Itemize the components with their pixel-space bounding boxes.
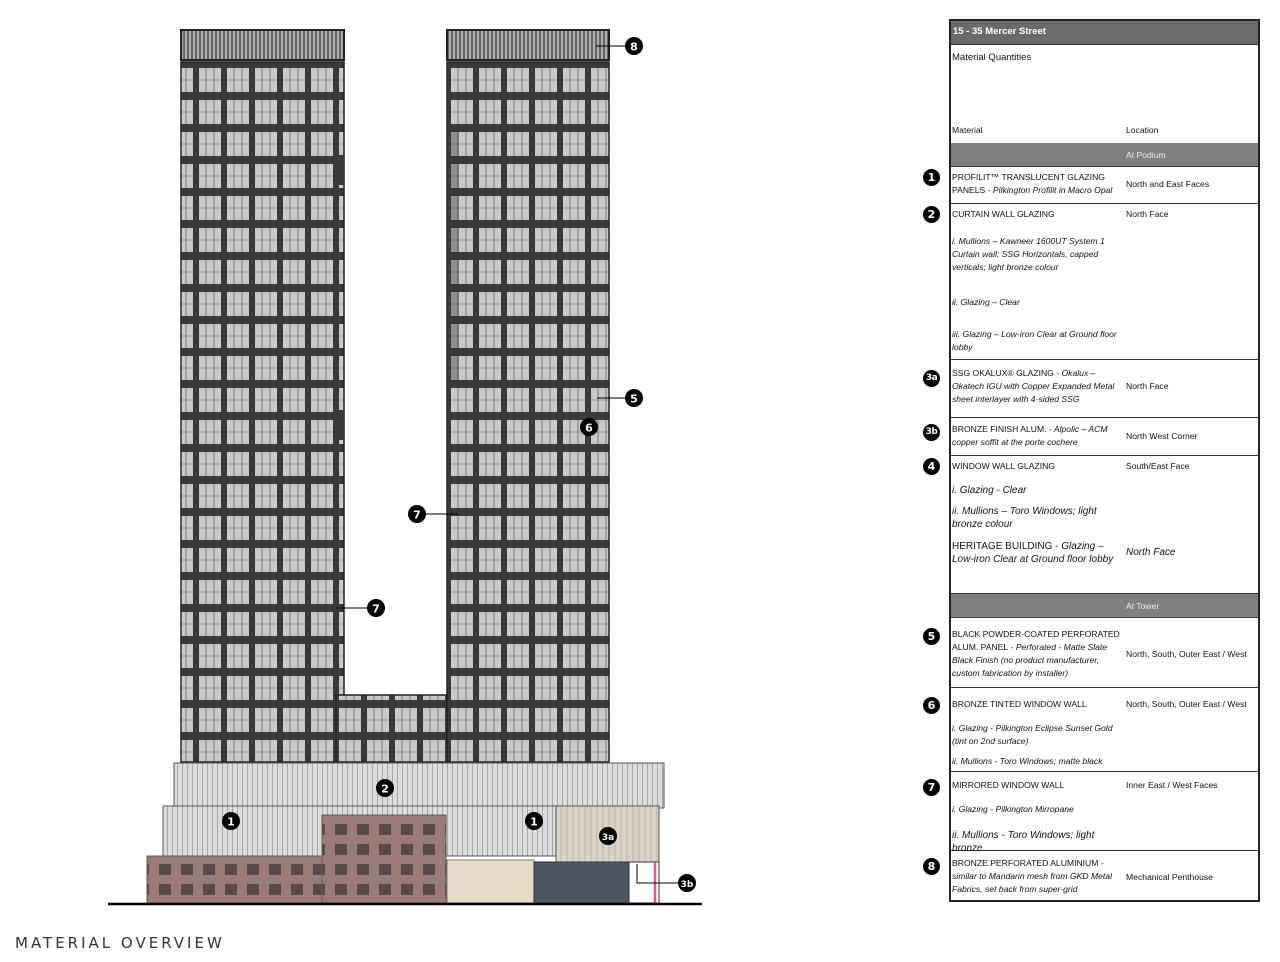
material-quantities-table	[949, 19, 1260, 902]
callout-marker	[678, 874, 696, 892]
curtain-wall-glazing	[174, 763, 664, 808]
table-row	[951, 360, 1258, 418]
row-marker: 3a	[923, 370, 940, 387]
callout-marker	[376, 779, 394, 797]
table-row	[951, 772, 1258, 854]
podium	[147, 763, 664, 903]
material-name: WINDOW WALL GLAZING	[952, 461, 1055, 471]
left-tower	[181, 30, 344, 762]
section-band-podium	[951, 143, 1258, 167]
material-subitem: ii. Mullions - Toro Windows; matte black	[952, 756, 1103, 766]
material-subitem: ii. Mullions – Toro Windows; light bronze colour	[952, 506, 1097, 530]
svg-text:8: 8	[630, 40, 638, 54]
svg-text:1: 1	[530, 815, 538, 829]
material-name: BRONZE PERFORATED ALUMINIUM	[952, 858, 1099, 868]
callout-marker	[222, 812, 240, 830]
row-marker: 8	[923, 858, 940, 875]
lobby-glazing	[534, 862, 629, 903]
svg-text:3a: 3a	[601, 833, 615, 843]
tower-bridge	[336, 695, 447, 762]
material-name: BRONZE TINTED WINDOW WALL	[952, 699, 1087, 709]
table-row	[951, 418, 1258, 456]
row-marker: 3b	[923, 424, 940, 441]
table-row	[951, 167, 1258, 204]
svg-text:7: 7	[372, 602, 380, 616]
svg-text:6: 6	[585, 421, 593, 435]
right-tower-glazing	[447, 62, 609, 762]
svg-text:7: 7	[413, 508, 421, 522]
right-penthouse-mesh	[447, 30, 609, 60]
material-name: MIRRORED WINDOW WALL	[952, 780, 1065, 790]
column-header-location: Location	[1126, 125, 1159, 135]
heritage-building	[322, 815, 446, 903]
svg-text:2: 2	[381, 782, 389, 796]
callout-marker	[625, 389, 643, 407]
table-subtitle: Material Quantities	[952, 52, 1032, 63]
right-tower-inner-face	[447, 130, 459, 380]
material-detail: - Glazing – Low-iron Clear at Ground floor lobby	[952, 541, 1114, 565]
heritage-building-annex	[447, 860, 534, 903]
table-row	[951, 688, 1258, 772]
row-marker: 4	[923, 458, 940, 475]
row-marker: 1	[923, 169, 940, 186]
left-tower-glazing	[181, 62, 344, 762]
table-row	[951, 851, 1258, 902]
material-subitem: ii. Mullions - Toro Windows; light bronze	[952, 830, 1095, 854]
material-detail: - Pilkington Profilit in Macro Opal	[985, 185, 1113, 195]
left-tower-jog	[336, 410, 344, 440]
table-subheader	[951, 45, 1258, 143]
section-band-tower	[951, 594, 1258, 618]
material-subitem: i. Glazing - Clear	[952, 485, 1027, 496]
material-detail: - Okalux – Okatech IGU with Copper Expanded Metal sheet interlayer with 4-sided SSG	[952, 368, 1115, 404]
material-name: SSG OKALUX® GLAZING	[952, 368, 1054, 378]
material-cell	[952, 423, 1122, 449]
svg-text:3b: 3b	[680, 880, 694, 890]
material-cell	[952, 171, 1122, 197]
callout-marker	[580, 418, 598, 436]
material-cell	[952, 540, 1122, 566]
project-name: 15 - 35 Mercer Street	[953, 26, 1046, 37]
material-detail: - similar to Mandarin mesh from GKD Metal Fabrics, set back from super-grid	[952, 858, 1112, 894]
material-cell	[952, 367, 1122, 406]
material-name: BRONZE FINISH ALUM.	[952, 424, 1047, 434]
location-cell: North, South, Outer East / West	[1126, 699, 1247, 709]
material-cell	[952, 857, 1122, 896]
location-cell: North Face	[1126, 209, 1169, 219]
material-subitem: ii. Glazing – Clear	[952, 297, 1020, 307]
location-cell: North, South, Outer East / West	[1126, 649, 1247, 659]
row-marker: 5	[923, 628, 940, 645]
table-header	[951, 21, 1258, 45]
material-subitem: iii. Glazing – Low-iron Clear at Ground floor lobby	[952, 329, 1117, 352]
material-subitem: i. Mullions – Kawneer 1600UT System 1 Curtain wall; SSG Horizontals, capped verticals; light bronze colour	[952, 236, 1105, 272]
location-cell: Inner East / West Faces	[1126, 780, 1218, 790]
band-label: At Podium	[1126, 150, 1166, 160]
material-cell	[952, 628, 1122, 680]
callout-marker	[367, 599, 385, 617]
material-name: HERITAGE BUILDING	[952, 541, 1053, 552]
table-row	[951, 456, 1258, 594]
band-label: At Tower	[1126, 601, 1160, 611]
callout-marker	[408, 505, 426, 523]
svg-text:1: 1	[227, 815, 235, 829]
page-title: MATERIAL OVERVIEW	[15, 934, 225, 952]
heritage-building-low	[147, 856, 322, 903]
row-marker: 2	[923, 206, 940, 223]
callout-marker	[599, 827, 617, 845]
table-row	[951, 618, 1258, 688]
material-detail: - Alpolic – ACM copper soffit at the porte cochere	[952, 424, 1108, 447]
location-cell: North West Corner	[1126, 431, 1198, 441]
right-tower	[447, 30, 609, 762]
location-cell: North and East Faces	[1126, 179, 1210, 189]
table-row	[951, 204, 1258, 360]
location-cell: South/East Face	[1126, 461, 1190, 471]
material-subitem: i. Glazing - Pilkington Mirropane	[952, 804, 1074, 814]
location-cell: Mechanical Penthouse	[1126, 872, 1213, 882]
location-cell: North Face	[1126, 547, 1176, 558]
left-penthouse-mesh	[181, 30, 344, 60]
row-marker: 7	[923, 779, 940, 796]
column-header-material: Material	[952, 125, 983, 135]
svg-text:5: 5	[630, 392, 638, 406]
material-subitem: i. Glazing - Pilkington Eclipse Sunset Gold (tint on 2nd surface)	[952, 723, 1113, 746]
material-name: BLACK POWDER-COATED PERFORATED ALUM. PANEL	[952, 629, 1120, 652]
material-detail: - Perforated - Matte Slate Black Finish (no product manufacturer, custom fabrication by installer)	[952, 642, 1108, 678]
callout-marker	[525, 812, 543, 830]
left-tower-jog	[336, 155, 344, 185]
row-marker: 6	[923, 697, 940, 714]
callout-marker	[625, 37, 643, 55]
material-name: PROFILIT™ TRANSLUCENT GLAZING PANELS	[952, 172, 1105, 195]
material-name: CURTAIN WALL GLAZING	[952, 209, 1055, 219]
location-cell: North Face	[1126, 381, 1169, 391]
